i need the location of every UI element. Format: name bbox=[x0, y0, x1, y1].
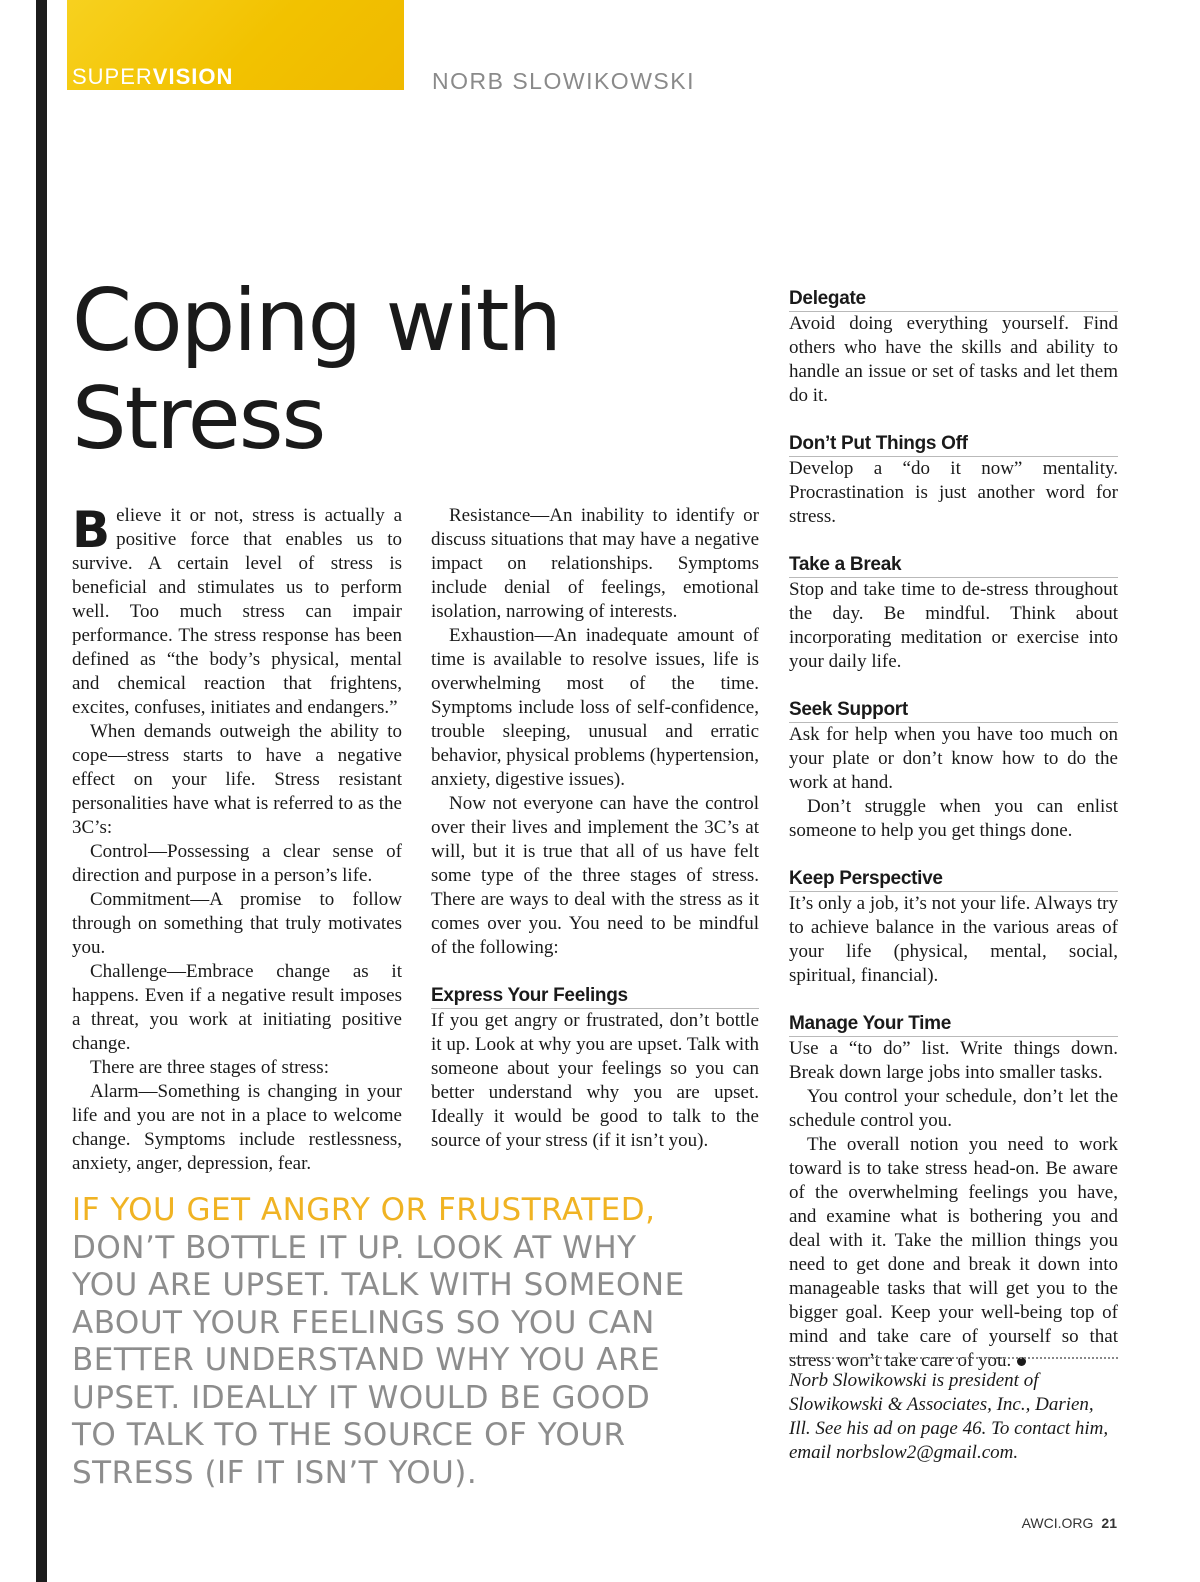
body-paragraph: There are three stages of stress: bbox=[90, 1057, 329, 1078]
intro-paragraph bbox=[72, 501, 402, 720]
title-line-1: Coping with bbox=[72, 271, 561, 371]
author-bio: Norb Slowikowski is president of Slowikowski & Associates, Inc., Darien, Ill. See his ad on page 46. To contact him, email norbslow2@gmail.com. bbox=[789, 1357, 1118, 1465]
body-paragraph: Exhaustion—An inadequate amount of time is available to resolve issues, life is overwhelming most of the time. Symptoms include loss of self-confidence, trouble sleeping, unusual and erratic behavior, physical problems (hypertension, anxiety, digestive issues). bbox=[431, 625, 759, 790]
manage-time-body-3 bbox=[789, 1133, 1118, 1373]
intro-text: elieve it or not, stress is actually a positive force that enables us to survive. A certain level of stress is beneficial and stimulates us to perform well. Too much stress can impair performance. The stress response has been defined as “the body’s physical, mental and chemical reaction that frightens, excites, confuses, initiates and endangers.” bbox=[72, 505, 402, 718]
article-title bbox=[72, 272, 672, 468]
section-label-light: SUPER bbox=[72, 64, 153, 89]
text-column-2 bbox=[431, 504, 759, 1153]
page-spine-bar bbox=[36, 0, 47, 1582]
body-paragraph: Challenge—Embrace change as it happens. Even if a negative result imposes a threat, you work at initiating positive change. bbox=[72, 961, 402, 1054]
page-footer bbox=[1022, 1515, 1117, 1531]
page-number: 21 bbox=[1101, 1515, 1117, 1531]
body-paragraph: Control—Possessing a clear sense of direction and purpose in a person’s life. bbox=[72, 841, 402, 886]
seek-support-body-2: Don’t struggle when you can enlist someone to help you get things done. bbox=[789, 796, 1118, 841]
drop-cap: B bbox=[72, 501, 111, 559]
seek-support-body: Ask for help when you have too much on your plate or don’t know how to do the work at hand. bbox=[789, 724, 1118, 793]
subhead-delegate: Delegate bbox=[789, 287, 1118, 312]
subhead-take-break: Take a Break bbox=[789, 553, 1118, 578]
subhead-dont-put-off: Don’t Put Things Off bbox=[789, 432, 1118, 457]
body-paragraph: Resistance—An inability to identify or discuss situations that may have a negative impact on relationships. Symptoms include denial of feelings, emotional isolation, narrowing of interests. bbox=[431, 505, 759, 622]
section-label-bold: VISION bbox=[152, 64, 234, 89]
take-break-body: Stop and take time to de-stress throughout the day. Be mindful. Think about incorporating meditation or exercise into your daily life. bbox=[789, 579, 1118, 672]
subhead-manage-time: Manage Your Time bbox=[789, 1012, 1118, 1037]
author-name: NORB SLOWIKOWSKI bbox=[432, 68, 695, 94]
delegate-body: Avoid doing everything yourself. Find others who have the skills and ability to handle an issue or set of tasks and let them do it. bbox=[789, 313, 1118, 406]
closing-text: The overall notion you need to work toward is to take stress head-on. Be aware of the overwhelming feelings you have, and examine what is bothering you and deal with it. Take the million things you need to get done and break it down into manageable tasks that will get you to the bigger goal. Keep your well-being top of mind and take care of yourself so that stress won’t take care of you. bbox=[789, 1134, 1118, 1371]
text-column-3 bbox=[789, 287, 1118, 1373]
pull-quote bbox=[72, 1192, 692, 1492]
manage-time-body-2: You control your schedule, don’t let the schedule control you. bbox=[789, 1086, 1118, 1131]
body-paragraph: Commitment—A promise to follow through on something that truly motivates you. bbox=[72, 889, 402, 958]
manage-time-body: Use a “to do” list. Write things down. Break down large jobs into smaller tasks. bbox=[789, 1038, 1118, 1083]
text-column-1 bbox=[72, 501, 402, 1176]
subhead-express-feelings: Express Your Feelings bbox=[431, 984, 759, 1009]
body-paragraph: Now not everyone can have the control over their lives and implement the 3C’s at will, but it is true that all of us have felt some type of the three stages of stress. There are ways to deal with the stress as it comes over you. You need to be mindful of the following: bbox=[431, 793, 759, 958]
section-label bbox=[72, 64, 233, 90]
keep-perspective-body: It’s only a job, it’s not your life. Always try to achieve balance in the various areas of your life (physical, mental, social, spiritual, financial). bbox=[789, 893, 1118, 986]
dont-put-off-body: Develop a “do it now” mentality. Procrastination is just another word for stress. bbox=[789, 458, 1118, 527]
title-line-2: Stress bbox=[72, 369, 325, 469]
subhead-keep-perspective: Keep Perspective bbox=[789, 867, 1118, 892]
express-feelings-body: If you get angry or frustrated, don’t bottle it up. Look at why you are upset. Talk with someone about your feelings so you can better understand why you are upset. Ideally it would be good to talk to the source of your stress (if it isn’t you). bbox=[431, 1010, 759, 1151]
pull-quote-rest: DON’T BOTTLE IT UP. LOOK AT WHY YOU ARE UPSET. TALK WITH SOMEONE ABOUT YOUR FEELINGS SO YOU CAN BETTER UNDERSTAND WHY YOU ARE UPSET. IDEALLY IT WOULD BE GOOD TO TALK TO THE SOURCE OF YOUR STRESS (IF IT ISN’T YOU). bbox=[72, 1229, 685, 1491]
pull-quote-highlight: IF YOU GET ANGRY OR FRUSTRATED, bbox=[72, 1192, 656, 1228]
body-paragraph: When demands outweigh the ability to cope—stress starts to have a negative effect on your life. Stress resistant personalities have what is referred to as the 3C’s: bbox=[72, 721, 402, 838]
body-paragraph: Alarm—Something is changing in your life and you are not in a place to welcome change. Symptoms include restlessness, anxiety, anger, depression, fear. bbox=[72, 1081, 402, 1174]
subhead-seek-support: Seek Support bbox=[789, 698, 1118, 723]
footer-site: AWCI.ORG bbox=[1021, 1515, 1094, 1531]
